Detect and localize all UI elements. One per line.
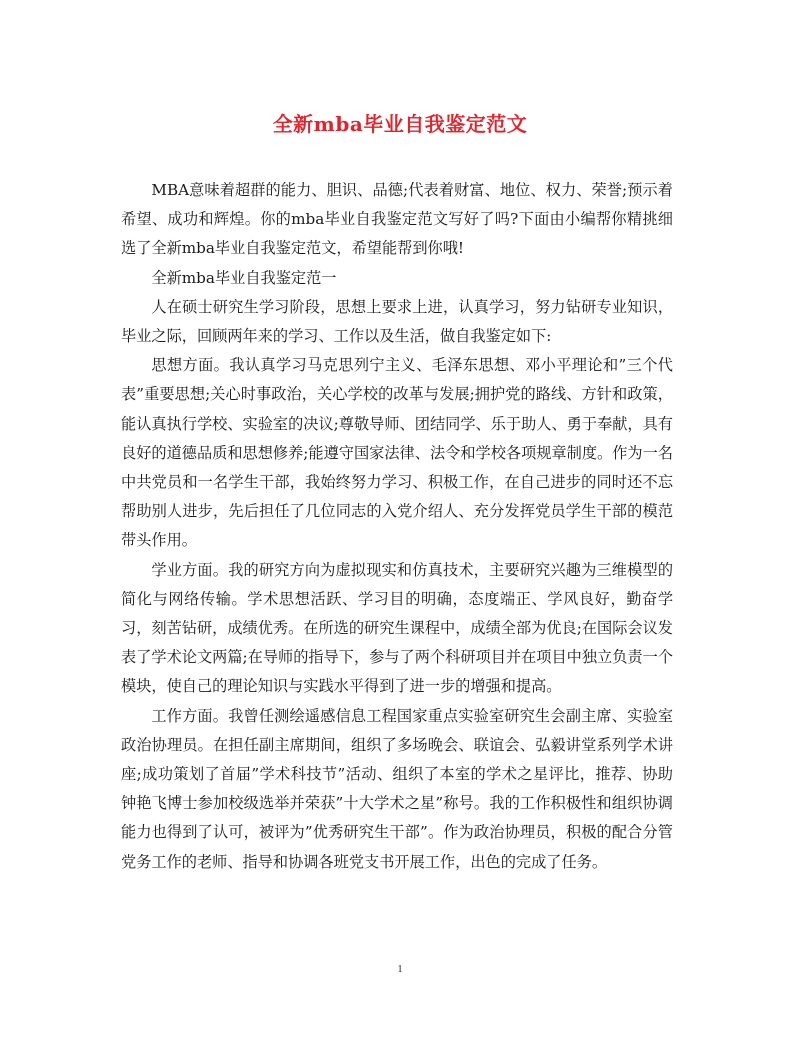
paragraph-ideology: 思想方面。我认真学习马克思列宁主义、毛泽东思想、邓小平理论和”三个代表”重要思想;关心时事政治，关心学校的改革与发展;拥护党的路线、方针和政策，能认真执行学校、实验室的决议;尊敬导师、团结同学、乐于助人、勇于奉献，具有良好的道德品质和思想修养;能遵守国家法律、法令和学校各项规章制度。作为一名中共党员和一名学生干部，我始终努力学习、积极工作，在自己进步的同时还不忘帮助别人进步，先后担任了几位同志的入党介绍人、充分发挥党员学生干部的模范带头作用。 [121,356,673,550]
section-heading: 全新mba毕业自我鉴定范一 [151,268,337,287]
page-number: 1 [397,963,403,975]
paragraph-intro: MBA意味着超群的能力、胆识、品德;代表着财富、地位、权力、荣誉;预示着希望、成功和辉煌。你的mba毕业自我鉴定范文写好了吗?下面由小编帮你精挑细选了全新mba毕业自我鉴定范文，希望能帮到你哦! [121,181,673,258]
document-title: 全新mba毕业自我鉴定范文 [272,112,528,136]
paragraph-opening: 人在硕士研究生学习阶段，思想上要求上进，认真学习，努力钻研专业知识，毕业之际，回顾两年来的学习、工作以及生活，做自我鉴定如下: [121,297,673,346]
paragraph-work: 工作方面。我曾任测绘遥感信息工程国家重点实验室研究生会副主席、实验室政治协理员。在担任副主席期间，组织了多场晚会、联谊会、弘毅讲堂系列学术讲座;成功策划了首届”学术科技节”活动、组织了本室的学术之星评比，推荐、协助钟艳飞博士参加校级选举并荣获”十大学术之星”称号。我的工作积极性和组织协调能力也得到了认可，被评为”优秀研究生干部”。作为政治协理员，积极的配合分管党务工作的老师、指导和协调各班党支书开展工作，出色的完成了任务。 [121,706,673,871]
paragraph-academics: 学业方面。我的研究方向为虚拟现实和仿真技术，主要研究兴趣为三维模型的简化与网络传输。学术思想活跃、学习目的明确，态度端正、学风良好，勤奋学习，刻苦钻研，成绩优秀。在所选的研究生课程中，成绩全部为优良;在国际会议发表了学术论文两篇;在导师的指导下，参与了两个科研项目并在项目中独立负责一个模块，使自己的理论知识与实践水平得到了进一步的增强和提高。 [121,560,673,696]
document-body [121,176,673,877]
